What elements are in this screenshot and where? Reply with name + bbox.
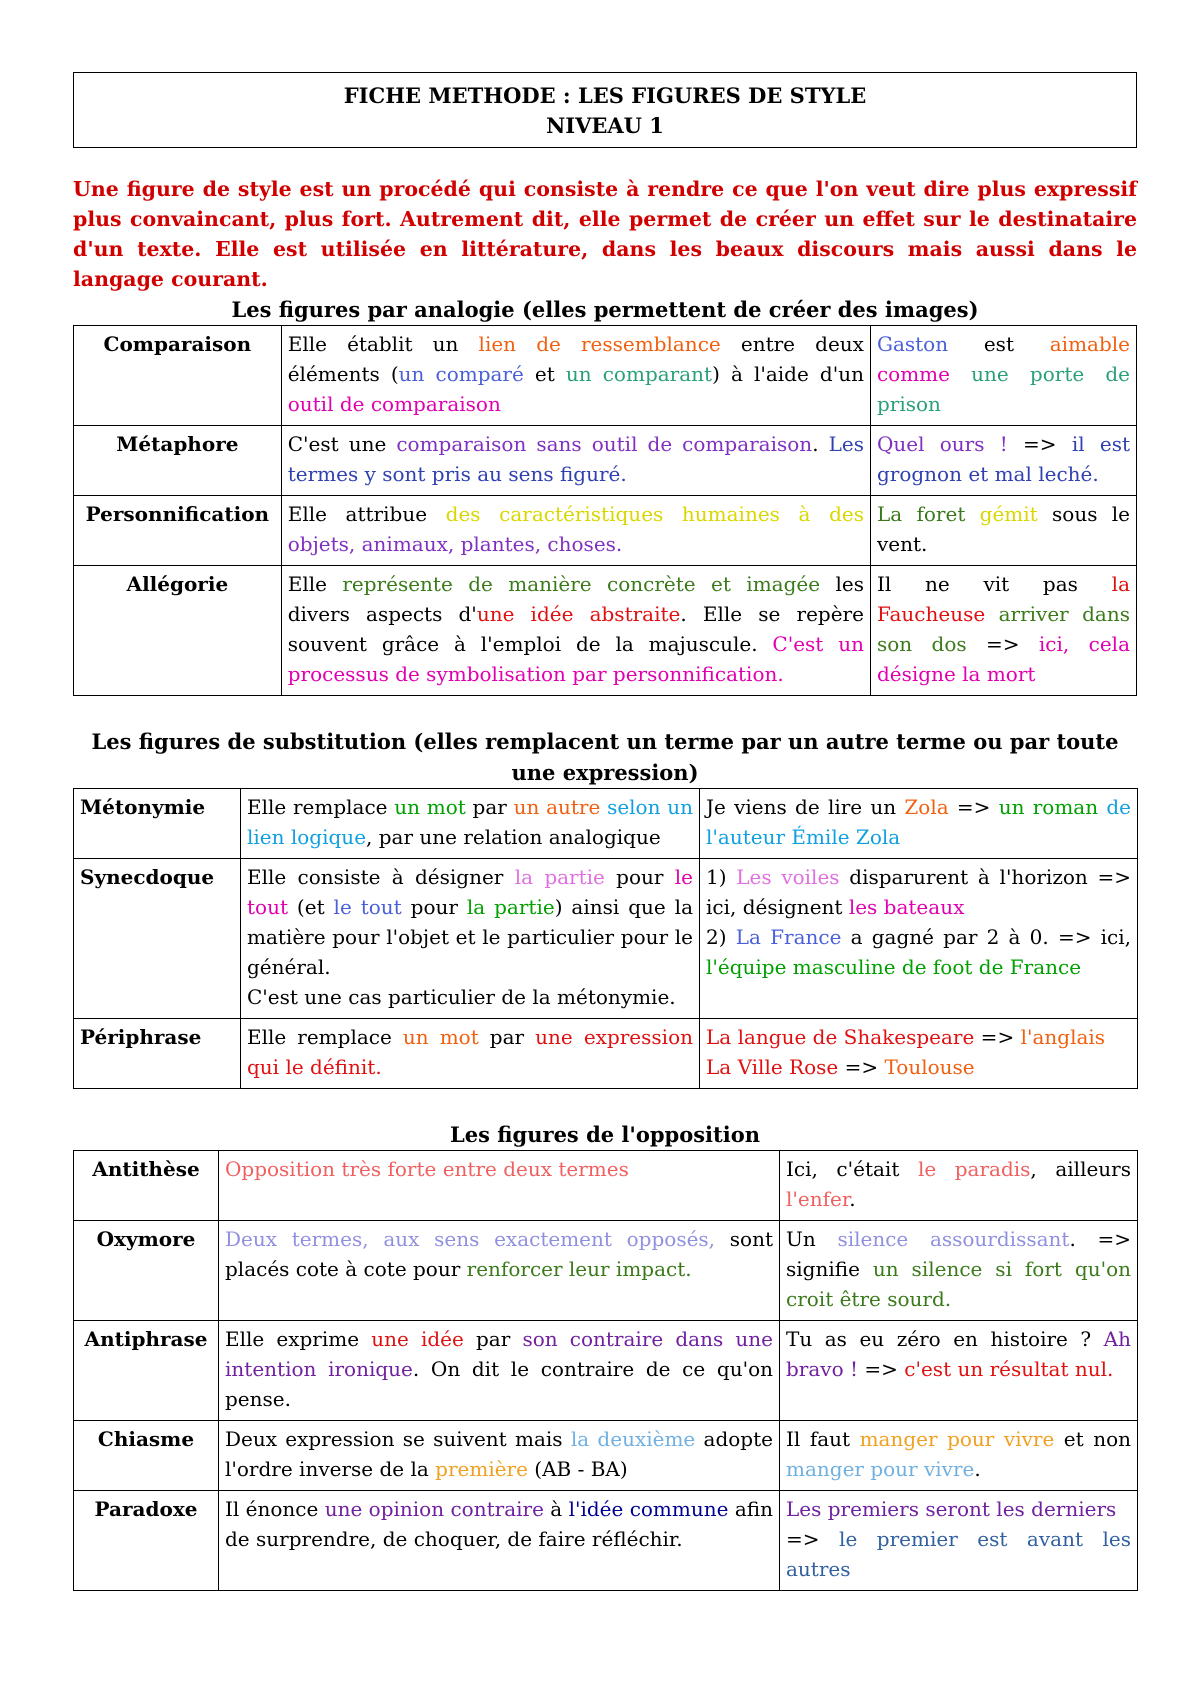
text-run: Les termes y sont pris au sens figuré. bbox=[287, 432, 864, 486]
text-run: Ah bravo ! bbox=[786, 1327, 1131, 1381]
text-run: Elle établit un bbox=[287, 332, 479, 356]
text-run: gémit bbox=[979, 502, 1038, 526]
text-run: une expression qui le définit. bbox=[247, 1025, 693, 1079]
text-run: un roman bbox=[998, 795, 1099, 819]
figure-definition bbox=[281, 496, 870, 566]
text-run: et non bbox=[1054, 1427, 1131, 1451]
text-run: manger pour vivre bbox=[859, 1427, 1055, 1451]
text-run: Il énonce bbox=[225, 1497, 325, 1521]
text-run: de l'auteur Émile Zola bbox=[706, 795, 1131, 849]
text-run: La foret bbox=[876, 502, 966, 526]
text-run: => bbox=[838, 1055, 885, 1079]
text-run: , ailleurs bbox=[1030, 1157, 1132, 1181]
text-run: un comparant bbox=[565, 362, 713, 386]
text-run: par bbox=[465, 795, 514, 819]
figure-example bbox=[700, 789, 1138, 859]
title-box bbox=[73, 72, 1137, 148]
text-run: sous le vent. bbox=[876, 502, 1130, 556]
text-run: le paradis bbox=[917, 1157, 1031, 1181]
text-run: les bateaux bbox=[848, 895, 965, 919]
figure-definition bbox=[241, 1019, 700, 1089]
text-run: Elle exprime bbox=[225, 1327, 372, 1351]
text-run: ici, cela désigne la mort bbox=[876, 632, 1130, 686]
table-row bbox=[74, 1321, 1138, 1421]
text-run: Il ne vit pas bbox=[876, 572, 1112, 596]
text-run: lien de ressemblance bbox=[478, 332, 721, 356]
table-row bbox=[74, 1221, 1138, 1321]
figure-definition bbox=[241, 789, 700, 859]
table-row bbox=[74, 496, 1137, 566]
text-run: ) à l'aide d'un bbox=[712, 362, 864, 386]
text-run: Toulouse bbox=[884, 1055, 975, 1079]
text-run: le tout bbox=[333, 895, 402, 919]
figure-definition bbox=[219, 1221, 780, 1321]
text-run: arriver dans son dos bbox=[876, 602, 1130, 656]
figure-example bbox=[870, 496, 1136, 566]
text-run: C'est une bbox=[287, 432, 397, 456]
figure-term: Personnification bbox=[74, 496, 282, 566]
table-row bbox=[74, 426, 1137, 496]
figure-example bbox=[700, 1019, 1138, 1089]
figure-term: Comparaison bbox=[74, 326, 282, 426]
text-run: adopte l'ordre inverse de la bbox=[225, 1427, 773, 1481]
title-line-1: FICHE METHODE : LES FIGURES DE STYLE bbox=[343, 83, 867, 108]
figure-term: Chiasme bbox=[74, 1421, 219, 1491]
text-run: a gagné par 2 à 0. => ici, bbox=[841, 925, 1132, 949]
figure-definition bbox=[281, 326, 870, 426]
text-run: Gaston bbox=[876, 332, 949, 356]
text-run: Elle consiste à désigner bbox=[247, 865, 515, 889]
figure-example bbox=[780, 1221, 1138, 1321]
text-run: Les voiles bbox=[736, 865, 840, 889]
table-row bbox=[74, 1421, 1138, 1491]
figure-example bbox=[780, 1491, 1138, 1591]
figure-term: Paradoxe bbox=[74, 1491, 219, 1591]
figure-example bbox=[780, 1421, 1138, 1491]
text-run: à bbox=[543, 1497, 569, 1521]
text-run: . bbox=[812, 432, 829, 456]
text-run: un mot bbox=[394, 795, 466, 819]
figure-term: Allégorie bbox=[74, 566, 282, 696]
text-run: disparurent à l'horizon => ici, désignent bbox=[706, 865, 1131, 919]
text-run: => bbox=[966, 632, 1039, 656]
text-run: renforcer leur impact. bbox=[466, 1257, 692, 1281]
table-row bbox=[74, 1491, 1138, 1591]
text-run: il est grognon et mal leché. bbox=[876, 432, 1130, 486]
text-run: selon un lien logique bbox=[247, 795, 693, 849]
text-run: le tout bbox=[247, 865, 694, 919]
text-run: objets, animaux, plantes, choses. bbox=[287, 532, 623, 556]
text-run: un comparé bbox=[398, 362, 524, 386]
text-run: une idée bbox=[371, 1327, 464, 1351]
figure-example bbox=[780, 1151, 1138, 1221]
text-run: une porte de prison bbox=[876, 362, 1130, 416]
text-run: afin de surprendre, de choquer, de faire réfléchir. bbox=[225, 1497, 773, 1551]
text-run: une opinion contraire bbox=[324, 1497, 544, 1521]
text-run: c'est un résultat nul. bbox=[904, 1357, 1114, 1381]
text-run: (AB - BA) bbox=[527, 1457, 628, 1481]
section-title-opposition: Les figures de l'opposition bbox=[450, 1122, 760, 1147]
table-substitution bbox=[73, 788, 1138, 1089]
text-run: Elle attribue bbox=[287, 502, 446, 526]
text-run: Elle remplace bbox=[247, 1025, 403, 1049]
text-run: Tu as eu zéro en histoire ? bbox=[786, 1327, 1104, 1351]
page bbox=[73, 72, 1137, 1591]
text-run bbox=[985, 602, 998, 626]
text-run: les divers aspects d' bbox=[287, 572, 864, 626]
text-run: première bbox=[435, 1457, 528, 1481]
text-run: la deuxième bbox=[570, 1427, 696, 1451]
table-row bbox=[74, 566, 1137, 696]
text-run: . bbox=[849, 1187, 856, 1211]
figure-example bbox=[870, 426, 1136, 496]
figure-example bbox=[870, 326, 1136, 426]
text-run: par bbox=[463, 1327, 523, 1351]
figure-example bbox=[870, 566, 1136, 696]
table-row bbox=[74, 1019, 1138, 1089]
text-run: . On dit le contraire de ce qu'on pense. bbox=[225, 1357, 773, 1411]
text-run: La langue de Shakespeare bbox=[706, 1025, 975, 1049]
text-run: Quel ours ! bbox=[876, 432, 1008, 456]
text-run: C'est un processus de symbolisation par personnification. bbox=[287, 632, 864, 686]
text-run: un mot bbox=[402, 1025, 479, 1049]
text-run: Ici, c'était bbox=[786, 1157, 918, 1181]
text-run: sont placés cote à cote pour bbox=[225, 1227, 773, 1281]
text-run: la partie bbox=[514, 865, 605, 889]
text-run: des caractéristiques humaines à des bbox=[445, 502, 864, 526]
text-run: . bbox=[974, 1457, 981, 1481]
text-run: Deux termes, aux sens exactement opposés, bbox=[225, 1227, 716, 1251]
figure-definition bbox=[241, 859, 700, 1019]
text-run: et bbox=[523, 362, 566, 386]
table-row bbox=[74, 789, 1138, 859]
text-run: l'anglais bbox=[1020, 1025, 1106, 1049]
table-analogie bbox=[73, 325, 1137, 696]
figure-definition bbox=[219, 1491, 780, 1591]
figure-example bbox=[700, 859, 1138, 1019]
text-run: Zola bbox=[904, 795, 949, 819]
text-run: l'idée commune bbox=[568, 1497, 729, 1521]
text-run: aimable bbox=[1049, 332, 1130, 356]
text-run: comparaison sans outil de comparaison bbox=[396, 432, 813, 456]
text-run: La Ville Rose bbox=[706, 1055, 839, 1079]
section-title-substitution: Les figures de substitution (elles remplacent un terme par un autre terme ou par toute une expression) bbox=[91, 729, 1119, 785]
text-run: ) ainsi que la matière pour l'objet et le particulier pour le général. bbox=[247, 895, 693, 979]
figure-definition bbox=[219, 1321, 780, 1421]
figure-example bbox=[780, 1321, 1138, 1421]
figure-term: Antithèse bbox=[74, 1151, 219, 1221]
text-run: . => signifie bbox=[786, 1227, 1132, 1281]
title-line-2: NIVEAU 1 bbox=[546, 113, 664, 138]
text-run: Un bbox=[786, 1227, 838, 1251]
text-run: => bbox=[948, 795, 999, 819]
text-run: un silence si fort qu'on croit être sourd. bbox=[786, 1257, 1131, 1311]
text-run bbox=[965, 502, 979, 526]
text-run: l'équipe masculine de foot de France bbox=[706, 955, 1082, 979]
text-run: Elle bbox=[287, 572, 343, 596]
text-run: est bbox=[948, 332, 1050, 356]
figure-term: Périphrase bbox=[74, 1019, 241, 1089]
text-run: Opposition très forte entre deux termes bbox=[225, 1157, 629, 1181]
figure-term: Oxymore bbox=[74, 1221, 219, 1321]
text-run: C'est une cas particulier de la métonymie. bbox=[247, 985, 676, 1009]
table-row bbox=[74, 326, 1137, 426]
text-run: pour bbox=[604, 865, 675, 889]
text-run: Les premiers seront les derniers bbox=[786, 1497, 1117, 1521]
text-run: silence assourdissant bbox=[837, 1227, 1070, 1251]
text-run bbox=[950, 362, 971, 386]
table-opposition bbox=[73, 1150, 1138, 1591]
text-run: 1) bbox=[706, 865, 737, 889]
text-run: une idée abstraite bbox=[476, 602, 681, 626]
text-run: => bbox=[1007, 432, 1072, 456]
table-row bbox=[74, 1151, 1138, 1221]
text-run: Deux expression se suivent mais bbox=[225, 1427, 571, 1451]
figure-term: Antiphrase bbox=[74, 1321, 219, 1421]
text-run: la partie bbox=[466, 895, 555, 919]
section-title-analogie: Les figures par analogie (elles permettent de créer des images) bbox=[231, 297, 979, 322]
text-run: => bbox=[974, 1025, 1021, 1049]
text-run: manger pour vivre bbox=[786, 1457, 975, 1481]
figure-definition bbox=[281, 426, 870, 496]
text-run: la Faucheuse bbox=[876, 572, 1130, 626]
figure-term: Métonymie bbox=[74, 789, 241, 859]
figure-term: Métaphore bbox=[74, 426, 282, 496]
text-run: La France bbox=[735, 925, 842, 949]
text-run: . Elle se repère souvent grâce à l'emploi de la majuscule. bbox=[287, 602, 864, 656]
figure-definition bbox=[219, 1151, 780, 1221]
figure-definition bbox=[281, 566, 870, 696]
text-run: => bbox=[786, 1527, 840, 1551]
text-run: comme bbox=[876, 362, 950, 386]
figure-term: Synecdoque bbox=[74, 859, 241, 1019]
text-run: , par une relation analogique bbox=[366, 825, 661, 849]
intro-paragraph: Une figure de style est un procédé qui consiste à rendre ce que l'on veut dire plus expressif plus convaincant, plus fort. Autrement dit, elle permet de créer un effet sur le destinataire d'un texte. Elle est utilisée en littérature, dans les beaux discours mais aussi dans le langage courant. bbox=[73, 177, 1137, 291]
text-run: (et bbox=[288, 895, 334, 919]
text-run: un autre bbox=[513, 795, 601, 819]
text-run: Il faut bbox=[786, 1427, 860, 1451]
text-run: Elle remplace bbox=[247, 795, 395, 819]
text-run: 2) bbox=[706, 925, 736, 949]
text-run: Je viens de lire un bbox=[706, 795, 905, 819]
text-run: par bbox=[478, 1025, 536, 1049]
text-run: entre deux éléments ( bbox=[287, 332, 864, 386]
text-run: l'enfer bbox=[786, 1187, 850, 1211]
text-run: le premier est avant les autres bbox=[786, 1527, 1132, 1581]
text-run: représente de manière concrète et imagée bbox=[342, 572, 821, 596]
text-run: outil de comparaison bbox=[287, 392, 501, 416]
table-row bbox=[74, 859, 1138, 1019]
text-run: => bbox=[858, 1357, 905, 1381]
figure-definition bbox=[219, 1421, 780, 1491]
text-run: pour bbox=[401, 895, 467, 919]
text-run: son contraire dans une intention ironique bbox=[225, 1327, 773, 1381]
